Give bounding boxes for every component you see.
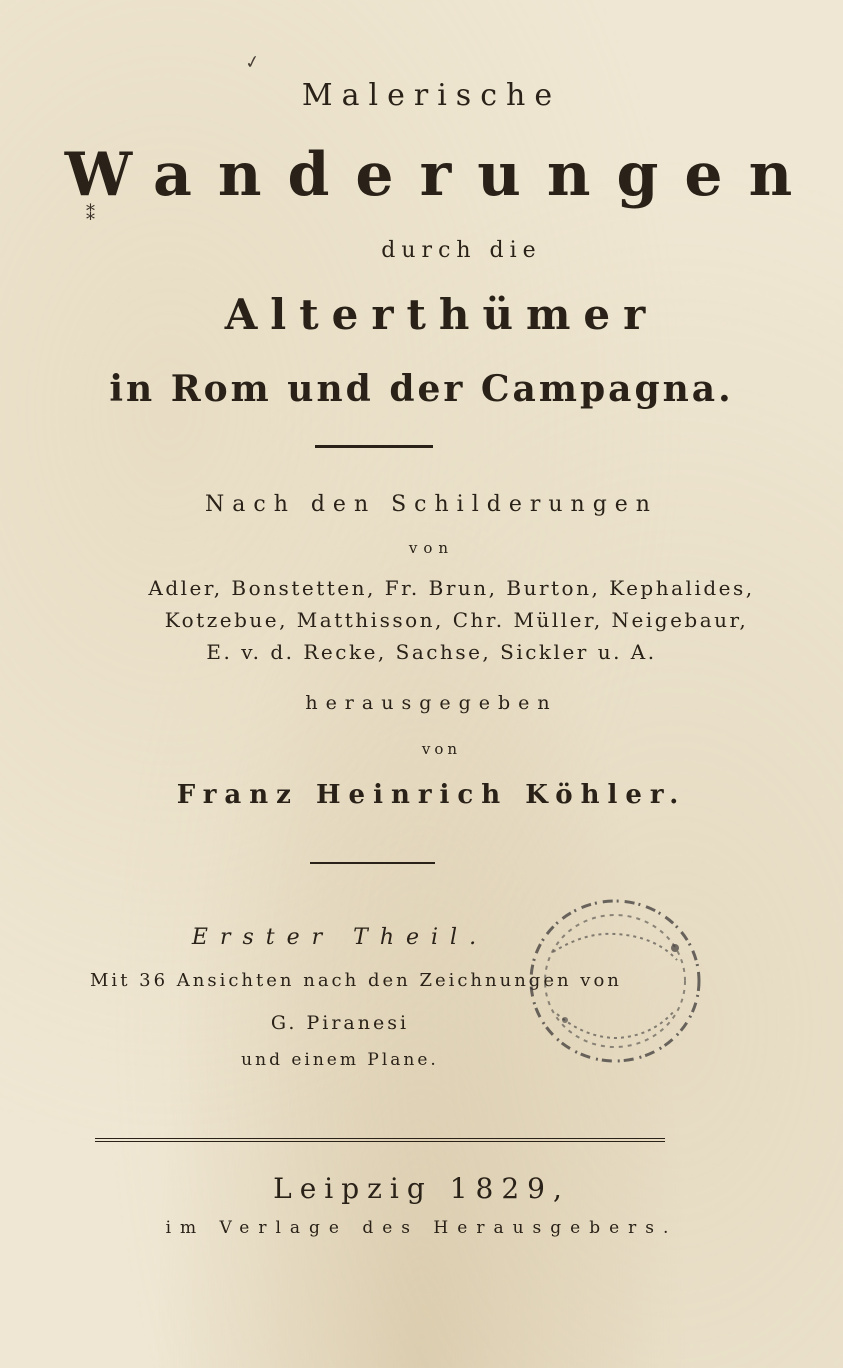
imprint-publisher: im Verlage des Herausgebers. — [165, 1218, 678, 1238]
editor-intro: herausgegeben — [305, 692, 558, 714]
von-label: von — [408, 539, 455, 557]
editor-name: Franz Heinrich Köhler. — [176, 780, 687, 810]
double-rule — [95, 1138, 665, 1142]
imprint-place-year: Leipzig 1829, — [273, 1172, 570, 1205]
authors-line: Kotzebue, Matthisson, Chr. Müller, Neigebaur, — [164, 608, 749, 632]
sources-intro: Nach den Schilderungen — [205, 492, 658, 517]
artist-name: G. Piranesi — [270, 1012, 410, 1034]
illustrations-note: Mit 36 Ansichten nach den Zeichnungen von — [90, 970, 622, 991]
location-title: in Rom und der Campagna. — [109, 368, 734, 410]
title-connector: durch die — [381, 238, 542, 263]
ink-check-mark: ✓ — [243, 50, 262, 75]
library-stamp — [525, 892, 705, 1070]
divider-rule — [310, 862, 435, 864]
von-label: von — [421, 740, 462, 758]
subject-title: Alterthümer — [224, 290, 659, 339]
ink-marginal-mark: ⁑ — [86, 204, 95, 225]
divider-rule — [315, 445, 433, 448]
plan-note: und einem Plane. — [241, 1050, 439, 1070]
pre-title: Malerische — [301, 78, 562, 113]
main-title: Wanderungen — [64, 140, 819, 210]
volume-label: Erster Theil. — [191, 925, 489, 950]
authors-line: E. v. d. Recke, Sachse, Sickler u. A. — [206, 640, 657, 664]
authors-line: Adler, Bonstetten, Fr. Brun, Burton, Kephalides, — [148, 576, 755, 600]
